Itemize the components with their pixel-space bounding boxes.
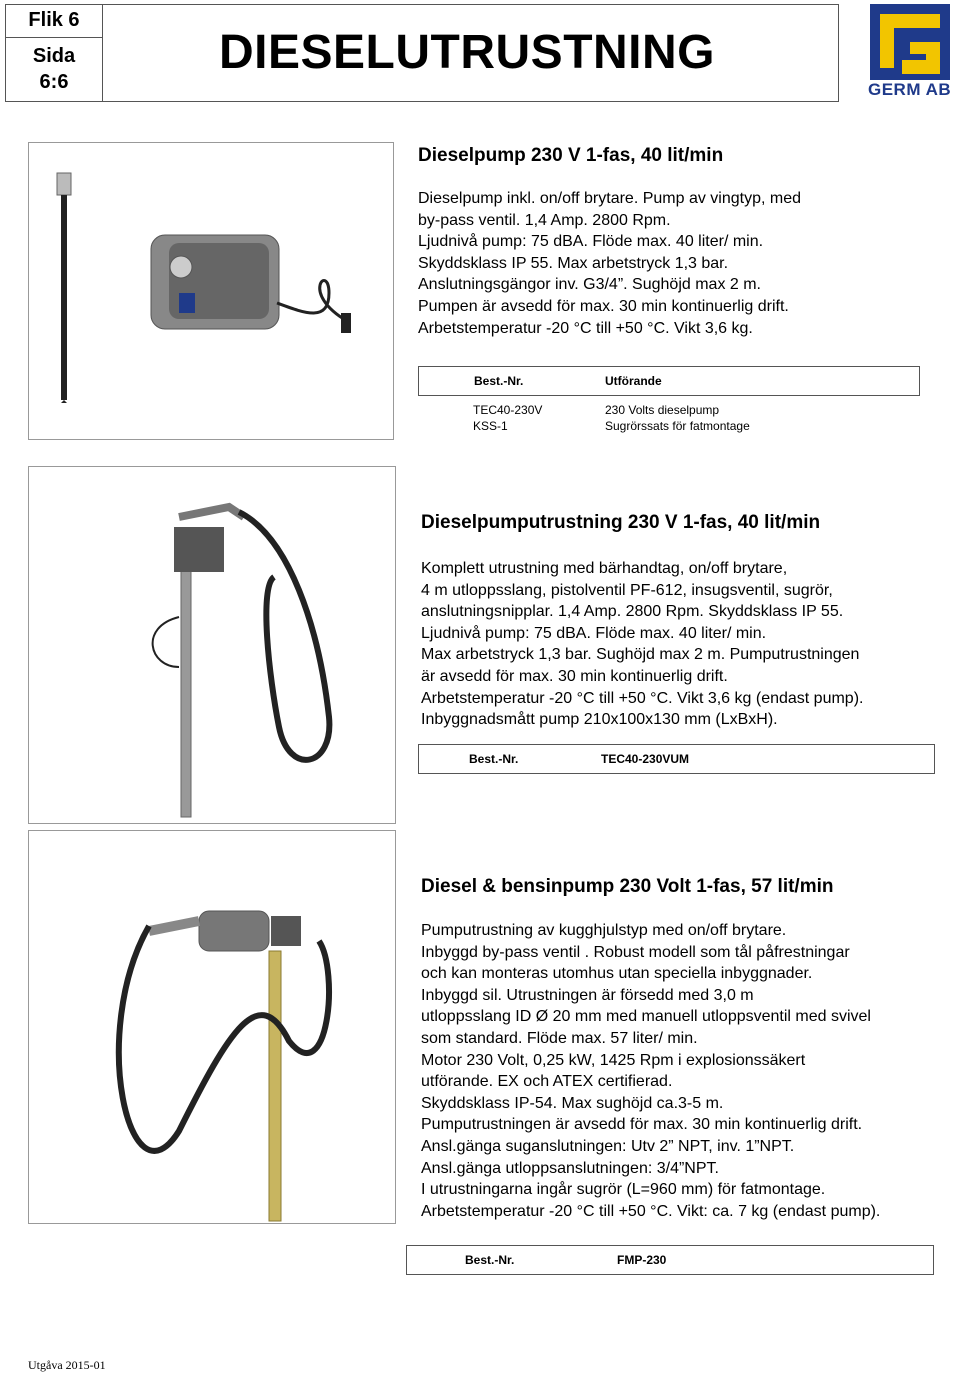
- section-1-line: Ljudnivå pump: 75 dBA. Flöde max. 40 liter/ min.: [418, 233, 764, 251]
- section-1-title: Dieselpump 230 V 1-fas, 40 lit/min: [418, 145, 724, 166]
- section-3-line: Arbetstemperatur -20 °C till +50 °C. Vikt: ca. 7 kg (endast pump).: [421, 1202, 881, 1220]
- table-cell-nr: KSS-1: [473, 419, 508, 433]
- table-cell-desc: Sugrörssats för fatmontage: [605, 419, 750, 433]
- section-2-description: [421, 558, 863, 731]
- page-title: DIESELUTRUSTNING: [219, 26, 716, 79]
- table-cell-nr: TEC40-230V: [473, 403, 543, 417]
- section-2-line: Max arbetstryck 1,3 bar. Sughöjd max 2 m. Pumputrustningen: [421, 646, 860, 664]
- dieselpump-image: [29, 143, 393, 439]
- best-nr-header: Best.-Nr.: [469, 752, 519, 766]
- section-3-line: Inbyggd by-pass ventil . Robust modell som tål påfrestningar: [421, 943, 850, 961]
- section-1-table-header: [418, 366, 920, 396]
- section-2-line: Arbetstemperatur -20 °C till +50 °C. Vikt 3,6 kg (endast pump).: [421, 689, 864, 707]
- best-nr-header: Best.-Nr.: [474, 374, 524, 388]
- edition-footer: Utgåva 2015-01: [28, 1358, 106, 1372]
- section-3-title: Diesel & bensinpump 230 Volt 1-fas, 57 lit/min: [421, 876, 834, 897]
- section-3-line: Ansl.gänga suganslutningen: Utv 2” NPT, inv. 1”NPT.: [421, 1137, 795, 1155]
- section-1-line: Skyddsklass IP 55. Max arbetstryck 1,3 bar.: [418, 254, 729, 272]
- table-cell-desc: 230 Volts dieselpump: [605, 403, 720, 417]
- section-1-line: Anslutningsgängor inv. G3/4”. Sughöjd max 2 m.: [418, 276, 761, 294]
- section-3-line: Pumputrustningen är avsedd för max. 30 min kontinuerlig drift.: [421, 1116, 863, 1134]
- section-1-description: [418, 188, 801, 339]
- sida-label: Sida: [32, 45, 76, 67]
- section-2-line: Inbyggnadsmått pump 210x100x130 mm (LxBxH).: [421, 711, 778, 729]
- company-logo: [862, 2, 957, 100]
- sida-number: 6:6: [39, 71, 69, 93]
- section-3-line: Skyddsklass IP-54. Max sughöjd ca.3-5 m.: [421, 1094, 724, 1112]
- bensinpump-image: [29, 831, 395, 1223]
- section-1-line: Arbetstemperatur -20 °C till +50 °C. Vikt 3,6 kg.: [418, 319, 753, 337]
- section-3-line: Motor 230 Volt, 0,25 kW, 1425 Rpm i explosionssäkert: [421, 1051, 806, 1069]
- section-1-line: Dieselpump inkl. on/off brytare. Pump av vingtyp, med: [418, 190, 801, 207]
- section-3-line: utförande. EX och ATEX certifierad.: [421, 1073, 673, 1091]
- product-image-box-2: [28, 466, 396, 824]
- section-2-table-header: [418, 744, 935, 774]
- section-2-line: Ljudnivå pump: 75 dBA. Flöde max. 40 liter/ min.: [421, 624, 767, 642]
- section-1-line: Pumpen är avsedd för max. 30 min kontinuerlig drift.: [418, 297, 789, 315]
- section-2-line: Komplett utrustning med bärhandtag, on/off brytare,: [421, 560, 788, 577]
- section-2-line: 4 m utloppsslang, pistolventil PF-612, insugsventil, sugrör,: [421, 581, 833, 599]
- section-3-line: utloppsslang ID Ø 20 mm med manuell utloppsventil med svivel: [421, 1008, 871, 1026]
- article-number: TEC40-230VUM: [601, 752, 690, 766]
- tab-info-box: [5, 4, 103, 102]
- section-3-line: och kan monteras utomhus utan speciella inbyggnader.: [421, 965, 813, 983]
- section-3-line: Inbyggd sil. Utrustningen är försedd med 3,0 m: [421, 986, 754, 1004]
- section-2-line: är avsedd för max. 30 min kontinuerlig drift.: [421, 667, 728, 685]
- utforande-header: Utförande: [605, 374, 662, 388]
- article-number: FMP-230: [617, 1253, 667, 1267]
- section-3-line: Ansl.gänga utloppsanslutningen: 3/4”NPT.: [421, 1159, 719, 1177]
- pumputrustning-image: [29, 467, 395, 823]
- section-3-table-header: [406, 1245, 934, 1275]
- section-3-line: I utrustningarna ingår sugrör (L=960 mm) för fatmontage.: [421, 1181, 826, 1199]
- section-1-line: by-pass ventil. 1,4 Amp. 2800 Rpm.: [418, 211, 671, 229]
- product-image-box-1: [28, 142, 394, 440]
- section-1-table-desc: [605, 402, 750, 434]
- product-image-box-3: [28, 830, 396, 1224]
- section-2-line: anslutningsnipplar. 1,4 Amp. 2800 Rpm. Skyddsklass IP 55.: [421, 603, 844, 621]
- page-title-box: [101, 4, 839, 102]
- section-3-line: Pumputrustning av kugghjulstyp med on/off brytare.: [421, 922, 787, 939]
- section-2-title: Dieselpumputrustning 230 V 1-fas, 40 lit/min: [421, 512, 821, 533]
- section-3-line: som standard. Flöde max. 57 liter/ min.: [421, 1029, 698, 1047]
- flik-label: Flik 6: [6, 5, 102, 38]
- section-1-table-nr: [473, 402, 542, 434]
- logo-text: GERM AB: [868, 80, 952, 99]
- section-3-description: [421, 920, 880, 1222]
- best-nr-header: Best.-Nr.: [465, 1253, 515, 1267]
